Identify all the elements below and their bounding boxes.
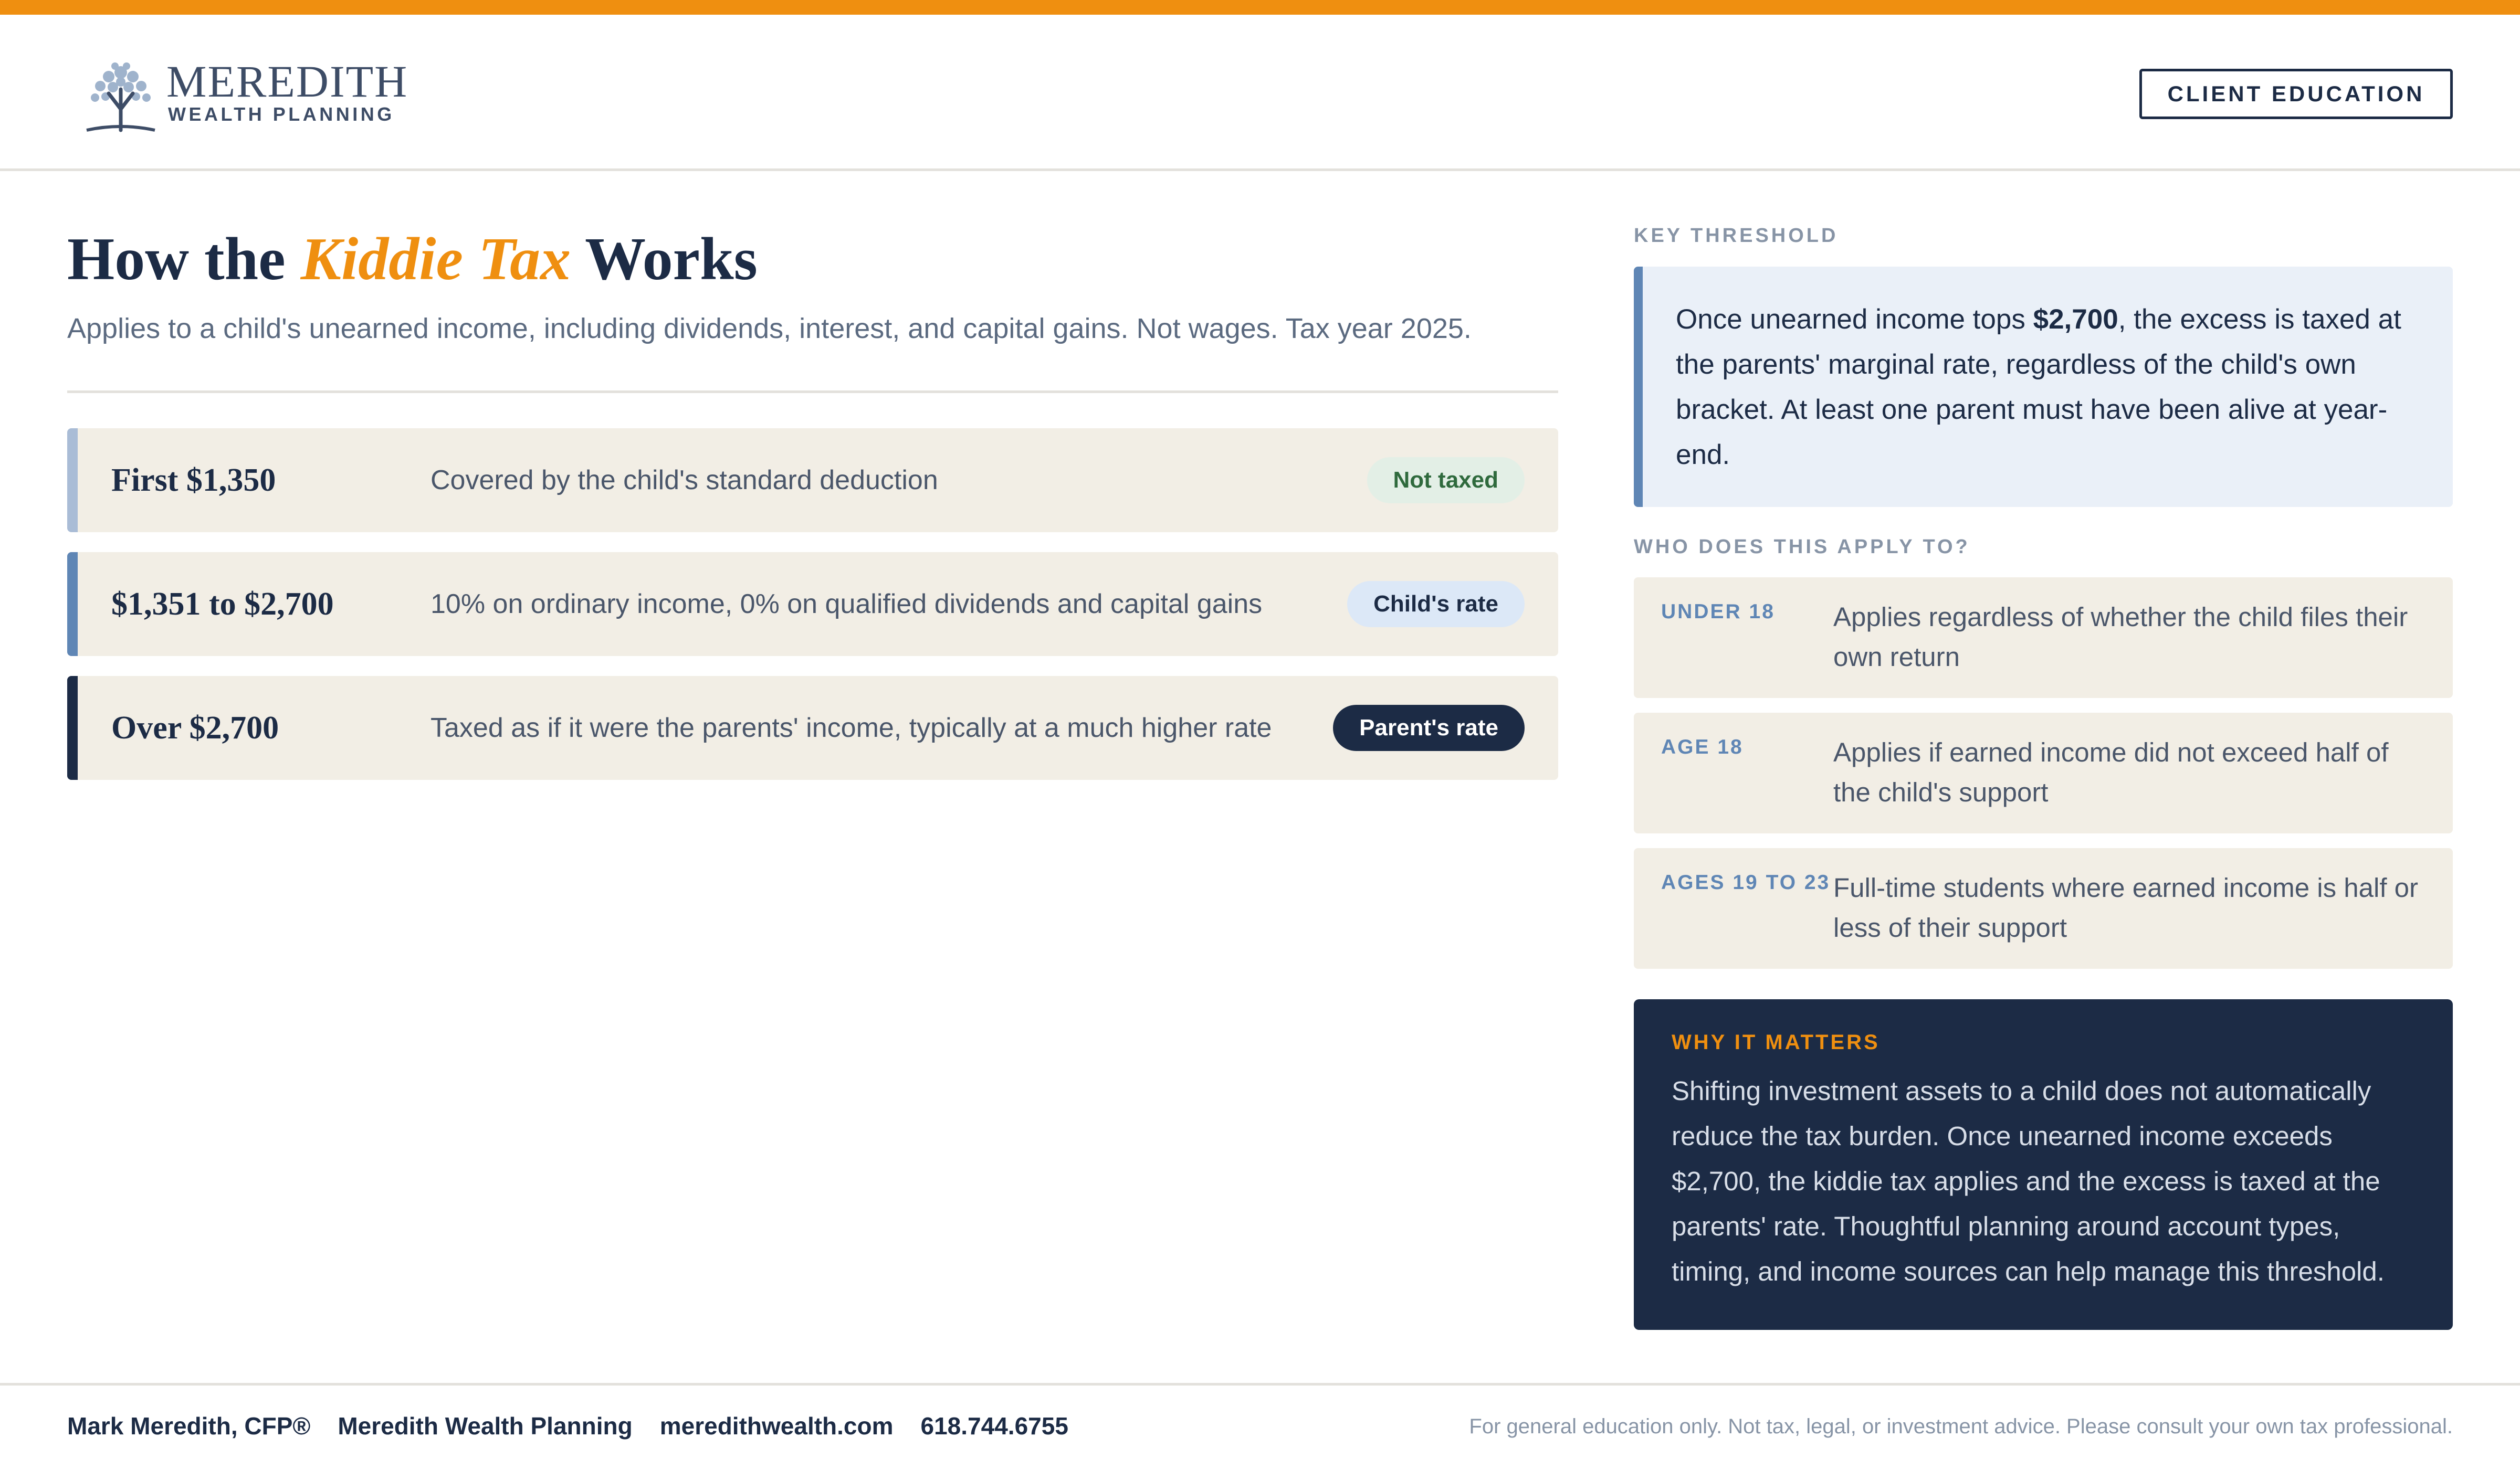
brand-tagline: WEALTH PLANNING <box>168 103 395 125</box>
age-label: AGE 18 <box>1661 736 1744 758</box>
top-accent-bar <box>0 0 2520 15</box>
age-card-18 <box>1634 713 2453 833</box>
disclaimer: For general education only. Not tax, legal, or investment advice. Please consult your own tax professional. <box>1469 1415 2453 1438</box>
threshold-text <box>1676 297 2421 478</box>
advisor-name: Mark Meredith, CFP® <box>67 1412 311 1440</box>
tier-amount: First $1,350 <box>111 462 276 498</box>
tier-bar <box>67 552 78 656</box>
tier-description: 10% on ordinary income, 0% on qualified dividends and capital gains <box>430 589 1263 619</box>
why-title: WHY IT MATTERS <box>1672 1031 1880 1054</box>
why-text: Shifting investment assets to a child does not automatically reduce the tax burden. Once unearned income exceeds $2,700, the kiddie tax applies and the excess is taxed at the parents' rate. Thoughtful planning around account types, timing, and income sources can help manage this threshold. <box>1672 1076 2385 1286</box>
page-footer <box>0 1383 2520 1480</box>
threshold-text-post: , the excess is taxed at the parents' marginal rate, regardless of the child's own bracket. At least one parent must have been alive at year-end. <box>1676 304 2401 470</box>
age-card-under-18 <box>1634 577 2453 698</box>
title-accent: Kiddie Tax <box>300 226 571 293</box>
not-taxed-badge: Not taxed <box>1367 457 1525 503</box>
tier-amount: $1,351 to $2,700 <box>111 586 334 622</box>
page-header <box>0 15 2520 171</box>
tier-description: Taxed as if it were the parents' income, typically at a much higher rate <box>430 713 1272 743</box>
tier-bar <box>67 428 78 532</box>
why-it-matters-box <box>1634 999 2453 1330</box>
client-education-button[interactable]: CLIENT EDUCATION <box>2139 69 2453 119</box>
threshold-amount: $2,700 <box>2033 304 2118 335</box>
key-threshold-label: KEY THRESHOLD <box>1634 225 1839 247</box>
tier-card-parents-rate <box>67 676 1558 780</box>
brand-logo[interactable] <box>81 56 408 135</box>
age-description: Applies regardless of whether the child files their own return <box>1833 602 2408 672</box>
age-label: UNDER 18 <box>1661 600 1775 623</box>
age-description: Applies if earned income did not exceed half of the child's support <box>1833 737 2389 807</box>
website-link[interactable]: meredithwealth.com <box>659 1412 894 1440</box>
tier-amount: Over $2,700 <box>111 710 279 746</box>
tier-card-childs-rate <box>67 552 1558 656</box>
age-label: AGES 19 TO 23 <box>1661 871 1831 894</box>
tier-bar <box>67 676 78 780</box>
threshold-bar <box>1634 267 1643 507</box>
applies-label: WHO DOES THIS APPLY TO? <box>1634 536 1970 558</box>
tier-description: Covered by the child's standard deduction <box>430 465 938 495</box>
title-divider <box>67 390 1558 393</box>
childs-rate-badge: Child's rate <box>1347 581 1525 627</box>
firm-name: Meredith Wealth Planning <box>338 1412 633 1440</box>
parents-rate-badge: Parent's rate <box>1333 705 1525 751</box>
threshold-text-pre: Once unearned income tops <box>1676 304 2033 335</box>
tree-logo-icon <box>81 57 160 135</box>
key-threshold-box <box>1634 267 2453 507</box>
age-card-19-to-23 <box>1634 848 2453 969</box>
title-suffix: Works <box>571 226 758 293</box>
page-title <box>67 223 758 296</box>
tier-card-not-taxed <box>67 428 1558 532</box>
age-description: Full-time students where earned income is half or less of their support <box>1833 873 2419 943</box>
title-prefix: How the <box>67 226 301 293</box>
phone-number[interactable]: 618.744.6755 <box>920 1412 1068 1440</box>
brand-name: MEREDITH <box>166 56 408 107</box>
footer-contact <box>67 1412 1068 1440</box>
page-subtitle: Applies to a child's unearned income, including dividends, interest, and capital gains. Not wages. Tax year 2025. <box>67 313 1472 344</box>
